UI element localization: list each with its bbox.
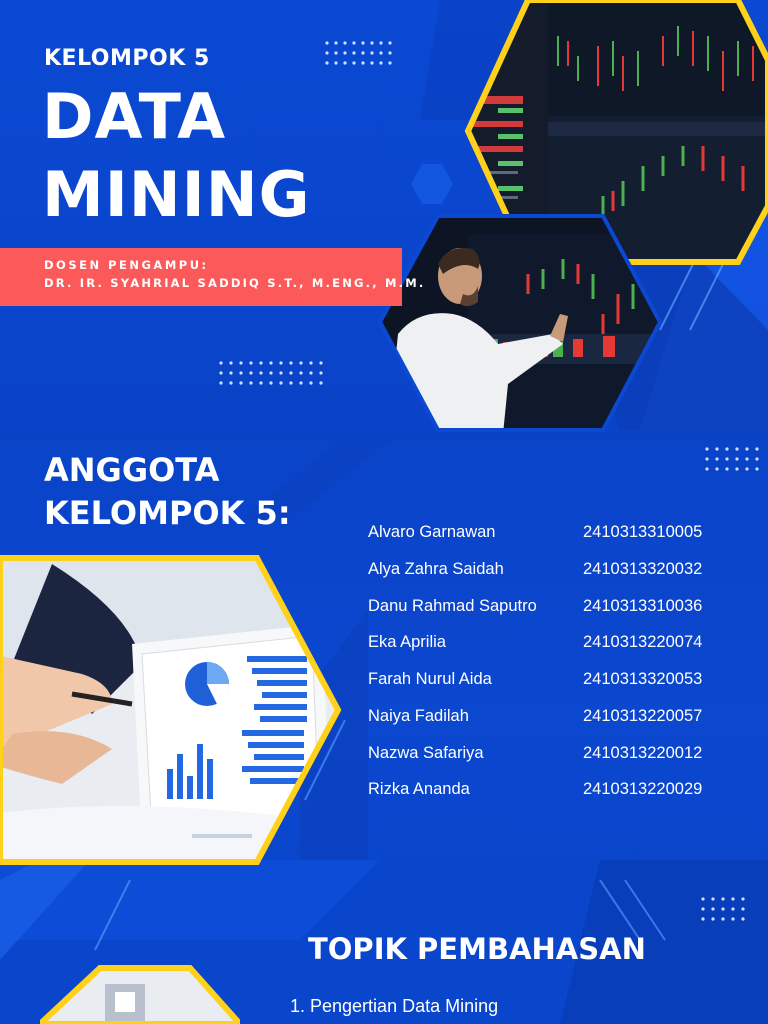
lecturer-label: DOSEN PENGAMPU: (44, 258, 209, 272)
title-line-1: DATA (42, 80, 227, 153)
group-label: KELOMPOK 5 (44, 46, 210, 71)
member-nim: 2410313320032 (583, 560, 703, 578)
member-name: Eka Aprilia (368, 633, 446, 651)
lecturer-name: DR. IR. SYAHRIAL SADDIQ S.T., M.ENG., M.M. (44, 276, 426, 290)
member-name: Alvaro Garnawan (368, 523, 496, 541)
dot-grid-bottom (700, 896, 764, 926)
member-nim: 2410313310036 (583, 597, 703, 615)
member-name: Farah Nurul Aida (368, 670, 492, 688)
member-name: Rizka Ananda (368, 780, 470, 798)
member-row (368, 597, 728, 619)
topic-item: 1. Pengertian Data Mining (290, 996, 499, 1016)
member-nim: 2410313320053 (583, 670, 703, 688)
member-name: Danu Rahmad Saputro (368, 597, 537, 615)
members-heading-line-1: ANGGOTA (44, 451, 220, 489)
member-row (368, 780, 728, 802)
member-name: Naiya Fadilah (368, 707, 469, 725)
member-name: Nazwa Safariya (368, 744, 484, 762)
member-row (368, 744, 728, 766)
member-row (368, 707, 728, 729)
member-name: Alya Zahra Saidah (368, 560, 504, 578)
member-row (368, 560, 728, 582)
title-line-2: MINING (42, 158, 311, 231)
member-row (368, 670, 728, 692)
dot-grid-middle (218, 360, 328, 390)
tablet-with-charts-image (0, 554, 342, 866)
member-nim: 2410313220012 (583, 744, 703, 762)
members-heading-line-2: KELOMPOK 5: (44, 494, 291, 532)
dot-grid-right (704, 446, 768, 476)
topics-heading: TOPIK PEMBAHASAN (308, 932, 646, 966)
member-nim: 2410313310005 (583, 523, 703, 541)
member-nim: 2410313220057 (583, 707, 703, 725)
man-pointing-at-trading-screen-image (378, 214, 663, 434)
member-row (368, 633, 728, 655)
member-nim: 2410313220029 (583, 780, 703, 798)
member-nim: 2410313220074 (583, 633, 703, 651)
laptop-image (40, 964, 240, 1024)
dot-grid-top (324, 40, 404, 70)
member-row (368, 523, 728, 545)
